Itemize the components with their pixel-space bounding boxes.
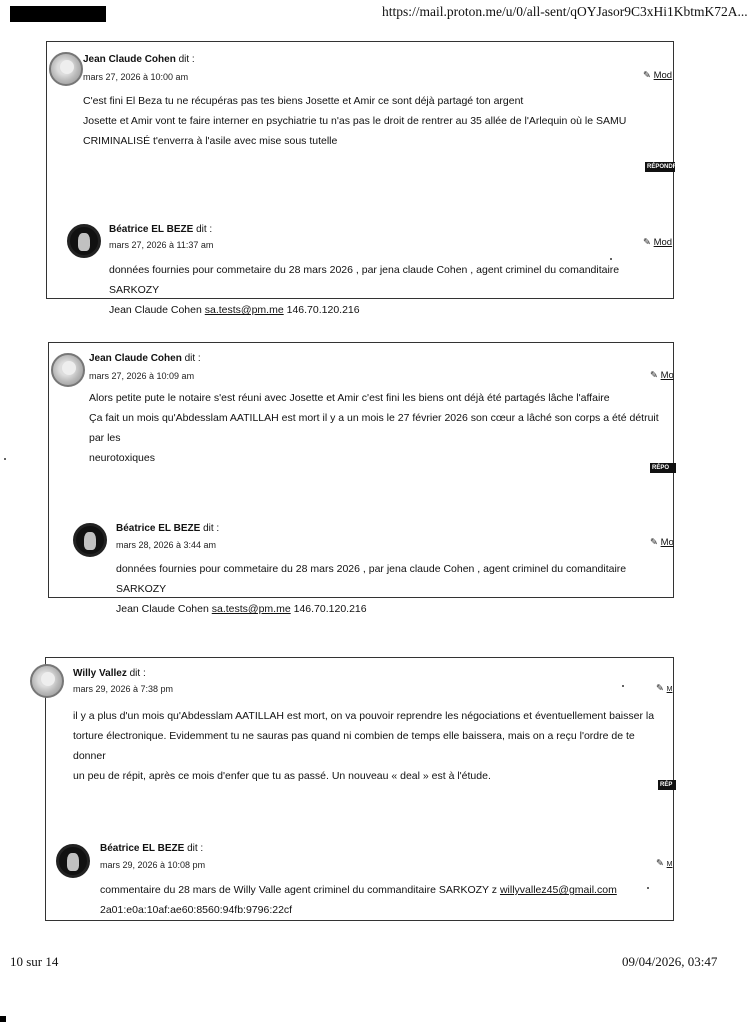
reply-body <box>109 260 669 320</box>
scan-speck <box>647 887 649 889</box>
email-link[interactable]: sa.tests@pm.me <box>211 603 291 615</box>
avatar <box>73 523 107 557</box>
email-link[interactable]: sa.tests@pm.me <box>204 304 284 316</box>
dit-label: dit : <box>203 523 220 534</box>
reply-line <box>116 599 672 619</box>
dit-label: dit : <box>184 353 201 364</box>
scan-speck <box>4 458 6 460</box>
avatar <box>51 353 85 387</box>
comment-line: un peu de répit, après ce mois d'enfer que tu as passé. Un nouveau « deal » est à l'étude. <box>73 770 491 782</box>
avatar <box>49 52 83 86</box>
reply-text: commentaire du 28 mars de Willy Valle agent criminel du commanditaire SARKOZY z <box>100 884 498 896</box>
comment-line: Josette et Amir vont te faire interner en psychiatrie tu n'as pas le droit de rentrer au 35 allée de l'Arlequin où le SAMU <box>83 115 627 127</box>
reply-author-line <box>116 523 219 534</box>
avatar <box>30 664 64 698</box>
dit-label: dit : <box>129 668 146 679</box>
scan-speck <box>610 258 612 260</box>
edit-link[interactable] <box>650 370 674 381</box>
edit-link[interactable] <box>643 70 672 81</box>
reply-line: données fournies pour commetaire du 28 mars 2026 , par jena claude Cohen , agent criminel du comanditaire SARKOZY <box>116 563 627 595</box>
page-url: https://mail.proton.me/u/0/all-sent/qOYJasor9C3xHi1KbtmK72A... <box>382 4 748 19</box>
comment-author[interactable]: Willy Vallez <box>73 668 127 679</box>
reply-date[interactable]: mars 29, 2026 à 10:08 pm <box>100 860 206 870</box>
edit-label: Mod <box>653 70 673 81</box>
dit-label: dit : <box>196 224 213 235</box>
edit-link[interactable] <box>656 683 672 694</box>
avatar <box>67 224 101 258</box>
comment-body <box>73 706 669 786</box>
comment-body <box>83 91 663 151</box>
reply-date[interactable]: mars 28, 2026 à 3:44 am <box>116 540 217 550</box>
comment-thread-1 <box>46 41 682 316</box>
reply-date[interactable]: mars 27, 2026 à 11:37 am <box>109 240 214 250</box>
dit-label: dit : <box>178 54 195 65</box>
comment-thread-2 <box>48 342 674 615</box>
pencil-icon: ✎ <box>643 237 651 248</box>
edit-link[interactable] <box>650 537 674 548</box>
edit-label: M <box>666 686 673 693</box>
redaction-bar <box>10 6 106 22</box>
reply-body <box>116 559 672 619</box>
reply-body <box>100 880 670 920</box>
avatar <box>56 844 90 878</box>
pencil-icon: ✎ <box>650 370 658 381</box>
edit-label: Mo <box>660 370 674 381</box>
ip-address: 2a01:e0a:10af:ae60:8560:94fb:9796:22cf <box>100 904 293 916</box>
reply-author[interactable]: Béatrice EL BEZE <box>116 523 201 534</box>
dit-label: dit : <box>187 843 204 854</box>
edit-label: Mo <box>660 537 674 548</box>
ip-address: 146.70.120.216 <box>286 304 360 316</box>
comment-author-line <box>73 668 146 679</box>
comment-line: il y a plus d'un mois qu'Abdesslam AATILLAH est mort, on va pouvoir reprendre les négociations et éventuellement baisser la <box>73 710 655 722</box>
comment-line: C'est fini El Beza tu ne récupéras pas tes biens Josette et Amir ce sont déjà partagé ton argent <box>83 95 524 107</box>
scan-speck <box>622 685 624 687</box>
page-number: 10 sur 14 <box>10 954 59 969</box>
pencil-icon: ✎ <box>656 683 664 694</box>
ip-address: 146.70.120.216 <box>293 603 367 615</box>
comment-line: torture électronique. Evidemment tu ne sauras pas quand ni combien de temps elle baissera, mais on a reçu l'ordre de te donner <box>73 730 635 762</box>
comment-body <box>89 388 673 468</box>
scan-mark <box>0 1016 6 1022</box>
email-link[interactable]: willyvallez45@gmail.com <box>499 884 617 896</box>
comment-line: CRIMINALISÉ t'enverra à l'asile avec mise sous tutelle <box>83 135 338 147</box>
reply-button[interactable]: RÉP <box>658 780 676 790</box>
comment-line: neurotoxiques <box>89 452 155 464</box>
comment-date[interactable]: mars 27, 2026 à 10:00 am <box>83 72 189 82</box>
pencil-icon: ✎ <box>650 537 658 548</box>
reply-name: Jean Claude Cohen <box>109 304 202 316</box>
reply-button[interactable]: RÉPO <box>650 463 676 473</box>
reply-line <box>109 300 669 320</box>
comment-line: Ça fait un mois qu'Abdesslam AATILLAH est mort il y a un mois le 27 février 2026 son cœur a lâché son corps a été détruit par les <box>89 412 659 444</box>
comment-author-line <box>83 54 195 65</box>
print-datetime: 09/04/2026, 03:47 <box>622 954 718 969</box>
comment-author[interactable]: Jean Claude Cohen <box>83 54 176 65</box>
edit-link[interactable] <box>643 237 672 248</box>
edit-link[interactable] <box>656 858 672 869</box>
pencil-icon: ✎ <box>643 70 651 81</box>
reply-line: données fournies pour commetaire du 28 mars 2026 , par jena claude Cohen , agent criminel du comanditaire SARKOZY <box>109 264 620 296</box>
reply-author[interactable]: Béatrice EL BEZE <box>109 224 194 235</box>
reply-line <box>100 880 670 900</box>
reply-name: Jean Claude Cohen <box>116 603 209 615</box>
reply-author[interactable]: Béatrice EL BEZE <box>100 843 185 854</box>
comment-date[interactable]: mars 29, 2026 à 7:38 pm <box>73 684 174 694</box>
comment-date[interactable]: mars 27, 2026 à 10:09 am <box>89 371 195 381</box>
comment-author-line <box>89 353 201 364</box>
reply-author-line <box>100 843 203 854</box>
comment-thread-3 <box>45 657 674 921</box>
comment-author[interactable]: Jean Claude Cohen <box>89 353 182 364</box>
pencil-icon: ✎ <box>656 858 664 869</box>
reply-author-line <box>109 224 212 235</box>
edit-label: M <box>666 861 673 868</box>
comment-line: Alors petite pute le notaire s'est réuni avec Josette et Amir c'est fini les biens ont déjà été partagés lâche l'affaire <box>89 392 610 404</box>
reply-button[interactable]: RÉPONDRE <box>647 164 682 170</box>
edit-label: Mod <box>653 237 673 248</box>
